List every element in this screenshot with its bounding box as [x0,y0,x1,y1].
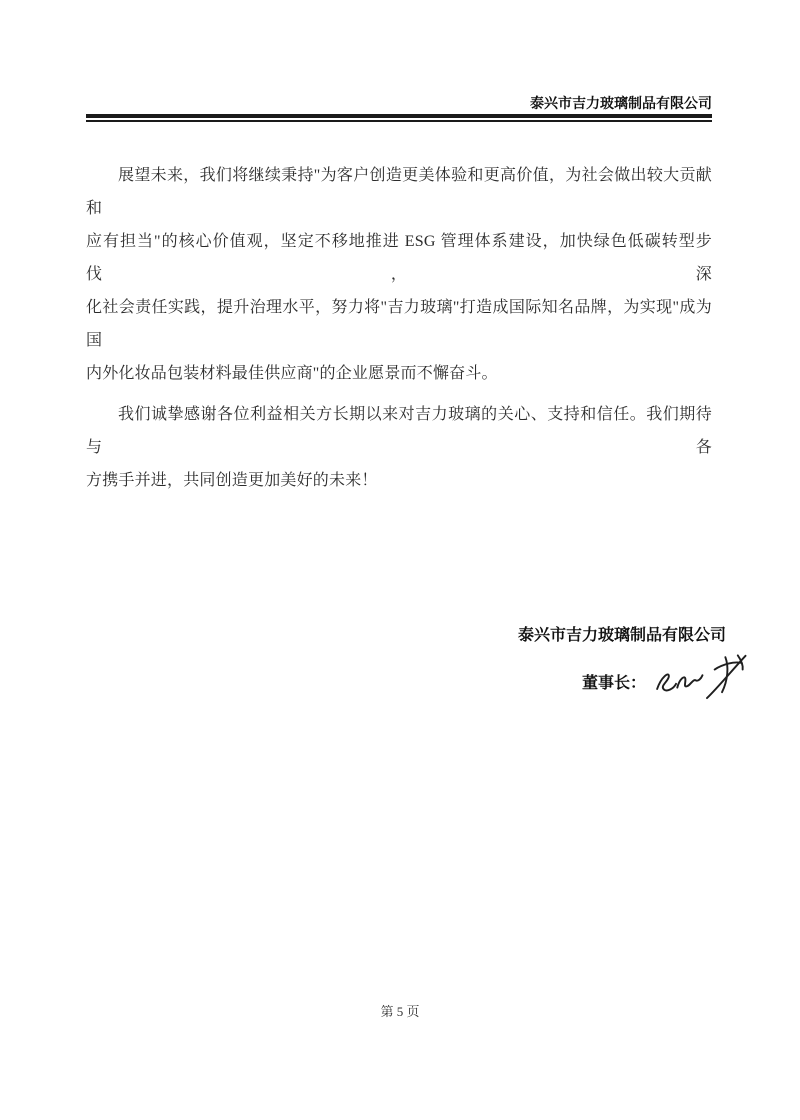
paragraph-thanks [86,398,712,497]
paragraph-line: 展望未来，我们将继续秉持"为客户创造更美体验和更高价值，为社会做出较大贡献和 [86,167,712,217]
page-header [86,94,712,122]
signature-row [86,668,754,710]
document-body [86,159,712,497]
page-number: 第 5 页 [380,1004,420,1019]
page-footer [0,1002,800,1022]
header-rule-thick [86,114,712,118]
paragraph-line: 方携手并进，共同创造更加美好的未来！ [86,472,378,489]
paragraph-outlook [86,159,712,390]
handwritten-signature-icon [648,650,756,713]
header-rule-thin [86,120,712,122]
signature-company-name: 泰兴市吉力玻璃制品有限公司 [517,627,726,644]
header-company-name: 泰兴市吉力玻璃制品有限公司 [530,95,712,111]
chairman-title-label: 董事长： [581,675,646,692]
paragraph-line: 内外化妆品包装材料最佳供应商"的企业愿景而不懈奋斗。 [86,365,498,382]
paragraph-line: 化社会责任实践，提升治理水平，努力将"吉力玻璃"打造成国际知名品牌，为实现"成为国 [86,299,712,349]
paragraph-line: 我们诚挚感谢各位利益相关方长期以来对吉力玻璃的关心、支持和信任。我们期待与各 [86,406,712,456]
paragraph-line: 应有担当"的核心价值观，坚定不移地推进 ESG 管理体系建设，加快绿色低碳转型步伐，深 [86,233,712,283]
signature-block [86,627,726,710]
